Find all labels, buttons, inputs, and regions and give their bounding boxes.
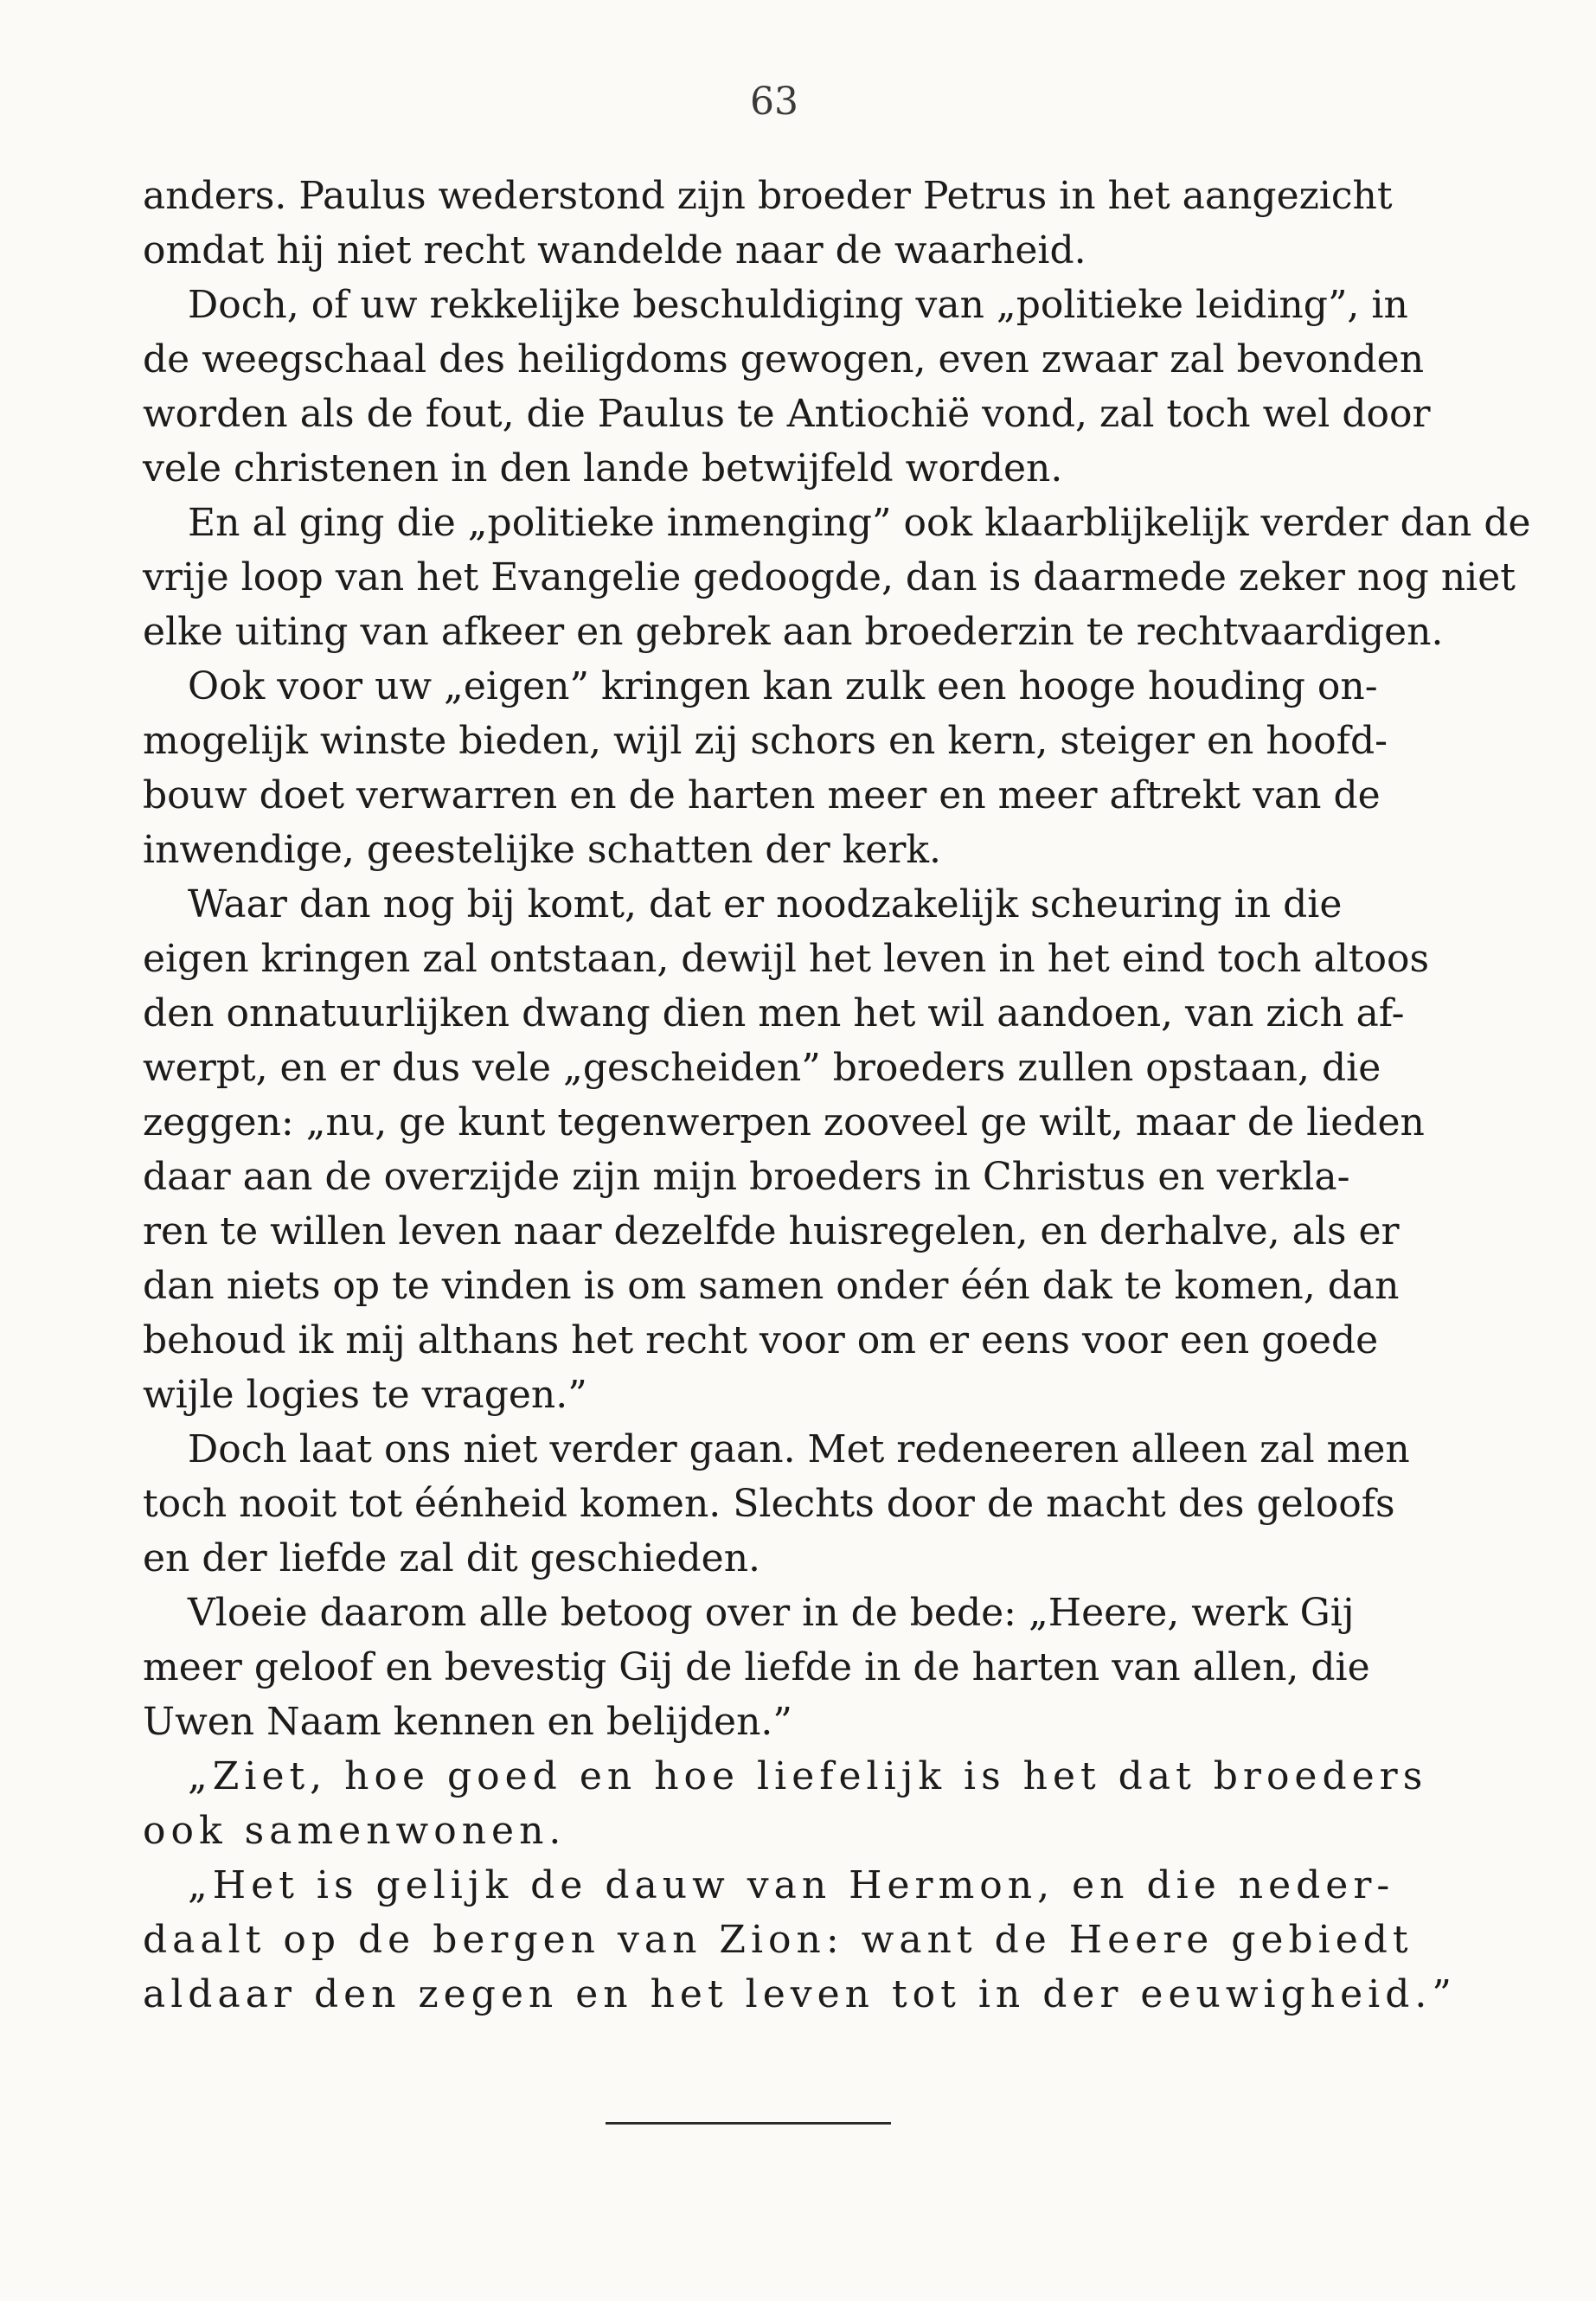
text-line: worden als de fout, die Paulus te Antiochië vond, zal toch wel door [143, 392, 1431, 436]
text-line: de weegschaal des heiligdoms gewogen, even zwaar zal bevonden [143, 337, 1425, 381]
text-line: omdat hij niet recht wandelde naar de waarheid. [143, 228, 1086, 272]
page-number: 63 [750, 80, 798, 124]
text-line: vele christenen in den lande betwijfeld worden. [143, 446, 1063, 490]
text-line: dan niets op te vinden is om samen onder één dak te komen, dan [143, 1264, 1400, 1308]
paragraph-start-line: Doch laat ons niet verder gaan. Met redeneeren alleen zal men [188, 1427, 1410, 1471]
paragraph-start-line: Ook voor uw „eigen” kringen kan zulk een hooge houding on- [188, 664, 1378, 708]
text-line: ren te willen leven naar dezelfde huisregelen, en derhalve, als er [143, 1209, 1400, 1253]
text-line: eigen kringen zal ontstaan, dewijl het leven in het eind toch altoos [143, 937, 1430, 981]
psalm-quote-line: ook samenwonen. [143, 1809, 567, 1853]
paragraph-start-line: En al ging die „politieke inmenging” ook klaarblijkelijk verder dan de [188, 501, 1531, 545]
text-line: zeggen: „nu, ge kunt tegenwerpen zooveel ge wilt, maar de lieden [143, 1100, 1425, 1144]
text-line: bouw doet verwarren en de harten meer en meer aftrekt van de [143, 773, 1381, 817]
text-line: toch nooit tot éénheid komen. Slechts door de macht des geloofs [143, 1482, 1395, 1526]
psalm-quote-line: „Ziet, hoe goed en hoe liefelijk is het dat broeders [188, 1754, 1428, 1798]
text-line: wijle logies te vragen.” [143, 1373, 587, 1417]
text-line: vrije loop van het Evangelie gedoogde, dan is daarmede zeker nog niet [143, 555, 1516, 599]
text-line: en der liefde zal dit geschieden. [143, 1536, 761, 1580]
text-line: inwendige, geestelijke schatten der kerk. [143, 828, 942, 872]
paragraph-start-line: Doch, of uw rekkelijke beschuldiging van „politieke leiding”, in [188, 283, 1408, 327]
text-line: mogelijk winste bieden, wijl zij schors en kern, steiger en hoofd- [143, 719, 1388, 763]
text-line: daar aan de overzijde zijn mijn broeders in Christus en verkla- [143, 1155, 1350, 1199]
paragraph-start-line: Vloeie daarom alle betoog over in de bede: „Heere, werk Gij [188, 1591, 1355, 1635]
text-line: anders. Paulus wederstond zijn broeder Petrus in het aangezicht [143, 174, 1393, 218]
text-line: meer geloof en bevestig Gij de liefde in de harten van allen, die [143, 1645, 1370, 1689]
text-line: den onnatuurlijken dwang dien men het wil aandoen, van zich af- [143, 991, 1405, 1035]
text-line: elke uiting van afkeer en gebrek aan broederzin te rechtvaardigen. [143, 610, 1444, 654]
body-text [143, 169, 1531, 2022]
text-line: werpt, en er dus vele „gescheiden” broeders zullen opstaan, die [143, 1046, 1381, 1090]
psalm-quote-line: daalt op de bergen van Zion: want de Heere gebiedt [143, 1918, 1413, 1962]
text-line: Uwen Naam kennen en belijden.” [143, 1700, 792, 1744]
text-line: behoud ik mij althans het recht voor om er eens voor een goede [143, 1318, 1379, 1362]
paragraph-start-line: Waar dan nog bij komt, dat er noodzakelijk scheuring in die [188, 882, 1343, 926]
end-rule [606, 2122, 891, 2125]
psalm-quote-line: „Het is gelijk de dauw van Hermon, en die neder- [188, 1863, 1395, 1907]
psalm-quote-line: aldaar den zegen en het leven tot in der eeuwigheid.” [143, 1972, 1457, 2016]
